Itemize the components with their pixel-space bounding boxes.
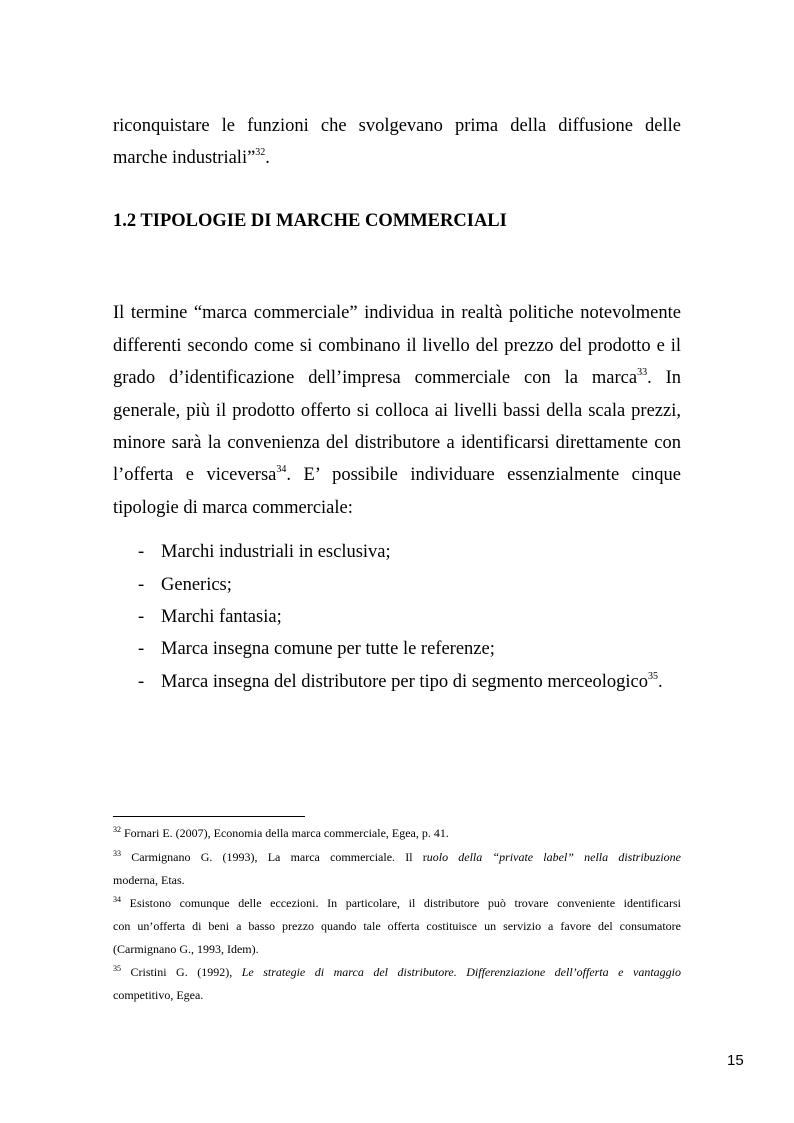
footnote-ref: 34 xyxy=(276,464,287,475)
footnote-number: 35 xyxy=(113,964,121,973)
body-line: tipologie di marca commerciale: xyxy=(113,498,353,518)
text: grado d’identificazione dell’impresa commerciale con la marca xyxy=(113,368,638,388)
footnote xyxy=(113,849,681,865)
footnote-text: Fornari E. (2007), Economia della marca commerciale, Egea, p. 41. xyxy=(121,826,449,840)
footnote xyxy=(113,825,681,841)
footnote-number: 32 xyxy=(113,825,121,834)
body-line: generale, più il prodotto offerto si colloca ai livelli bassi della scala prezzi, xyxy=(113,401,681,421)
body-line xyxy=(113,367,681,389)
footnote-ref: 35 xyxy=(648,671,659,682)
body-line xyxy=(113,464,681,486)
footnote-text-italic: Le strategie di marca del distributore. Differenziazione dell’offerta e vantaggio xyxy=(241,965,681,979)
body-line xyxy=(113,147,681,169)
list-item xyxy=(138,606,282,628)
list-item-text: Marca insegna del distributore per tipo di segmento merceologico xyxy=(161,672,649,692)
footnote-text: Carmignano G. (1993), La marca commerciale. Il r xyxy=(121,850,427,864)
list-dash: - xyxy=(138,639,145,659)
footnote: competitivo, Egea. xyxy=(113,988,204,1002)
footnote-text-italic: uolo della “private label” nella distribuzione xyxy=(426,850,681,864)
body-line: minore sarà la convenienza del distributore a identificarsi direttamente con xyxy=(113,433,681,453)
list-item xyxy=(138,671,663,693)
body-line: differenti secondo come si combinano il livello del prezzo del prodotto e il xyxy=(113,336,681,356)
list-dash: - xyxy=(138,607,145,627)
footnote-ref: 32 xyxy=(255,147,266,158)
list-item xyxy=(138,638,495,660)
page-number: 15 xyxy=(727,1052,744,1069)
list-dash: - xyxy=(138,542,145,562)
body-line: Il termine “marca commerciale” individua in realtà politiche notevolmente xyxy=(113,303,681,323)
list-item-text: Generics; xyxy=(161,575,232,595)
footnote xyxy=(113,964,681,980)
footnote-number: 34 xyxy=(113,895,121,904)
section-heading: 1.2 TIPOLOGIE DI MARCHE COMMERCIALI xyxy=(113,211,507,231)
body-line: riconquistare le funzioni che svolgevano prima della diffusione delle xyxy=(113,116,681,136)
footnote-separator xyxy=(113,816,305,817)
footnote xyxy=(113,895,681,911)
text: . xyxy=(265,148,270,168)
list-item-text: Marchi fantasia; xyxy=(161,607,282,627)
footnote-ref: 33 xyxy=(637,367,648,378)
footnote: (Carmignano G., 1993, Idem). xyxy=(113,942,259,956)
list-item xyxy=(138,541,391,563)
list-dash: - xyxy=(138,672,145,692)
text: l’offerta e viceversa xyxy=(113,465,277,485)
footnote: moderna, Etas. xyxy=(113,873,185,887)
list-item-text: Marchi industriali in esclusiva; xyxy=(161,542,391,562)
text: . xyxy=(658,672,663,692)
text: . In xyxy=(647,368,681,388)
list-item xyxy=(138,574,232,596)
text: marche industriali” xyxy=(113,148,256,168)
list-item-text: Marca insegna comune per tutte le referenze; xyxy=(161,639,495,659)
text: . E’ possibile individuare essenzialmente cinque xyxy=(286,465,681,485)
footnote-number: 33 xyxy=(113,849,121,858)
footnote-text: Cristini G. (1992), xyxy=(121,965,242,979)
footnote: con un’offerta di beni a basso prezzo quando tale offerta costituisce un servizio a favore del consumatore xyxy=(113,919,681,933)
footnote-text: Esistono comunque delle eccezioni. In particolare, il distributore può trovare conveniente identificarsi xyxy=(121,896,681,910)
list-dash: - xyxy=(138,575,145,595)
